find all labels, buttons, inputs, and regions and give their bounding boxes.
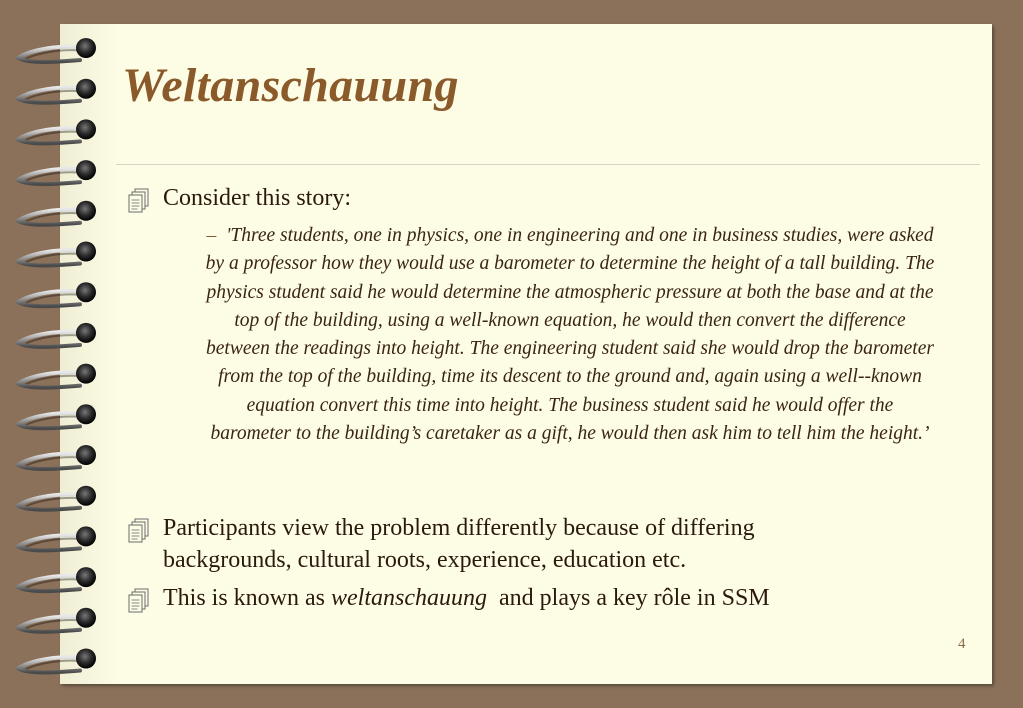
bullet-text: Consider this story: [163, 185, 352, 211]
story-quote-text: 'Three students, one in physics, one in engineering and one in business studies, were asked by a professor how they would use a barometer to determine the height of a tall building. The physics student said he would determine the atmospheric pressure at both the base and at the top of the building, using a well-known equation, he would then convert the difference between the readings into height. The engineering student said she would drop the barometer from the top of the building, time its descent to the ground and, again using a well--known equation convert this time into height. The business student said he would offer the barometer to the building’s caretaker as a gift, he would then ask him to tell him the height.’ [205, 225, 935, 445]
bullet-text-before: This is known as [163, 585, 331, 611]
bullet-text: Participants view the problem differently because of differing backgrounds, cultural roots, experience, education etc. [163, 515, 755, 573]
binding-ring [18, 38, 96, 62]
document-stack-icon [128, 518, 150, 544]
bullet-consider-story [128, 182, 351, 214]
binding-ring [18, 404, 96, 428]
binding-ring [18, 608, 96, 632]
binding-ring [18, 119, 96, 143]
bullet-participants [128, 512, 848, 576]
emphasis-term: weltanschauung [331, 585, 487, 611]
title-divider [116, 164, 980, 165]
bullet-text-after: and plays a key rôle in SSM [487, 585, 770, 611]
spiral-binding [0, 0, 120, 708]
binding-ring [18, 282, 96, 306]
binding-ring [18, 201, 96, 225]
bullet-weltanschauung [128, 582, 770, 614]
binding-ring [18, 323, 96, 347]
binding-ring [18, 526, 96, 550]
binding-ring [18, 242, 96, 266]
page-number: 4 [958, 636, 966, 652]
bullet-text [163, 582, 770, 614]
binding-ring [18, 649, 96, 673]
story-quote [204, 222, 936, 448]
binding-ring [18, 364, 96, 388]
binding-ring [18, 486, 96, 510]
binding-ring [18, 79, 96, 103]
slide-title: Weltanschauung [122, 59, 459, 112]
sub-bullet-marker: – [206, 225, 217, 246]
document-stack-icon [128, 188, 150, 214]
binding-ring [18, 567, 96, 591]
document-stack-icon [128, 588, 150, 614]
binding-ring [18, 160, 96, 184]
binding-ring [18, 445, 96, 469]
